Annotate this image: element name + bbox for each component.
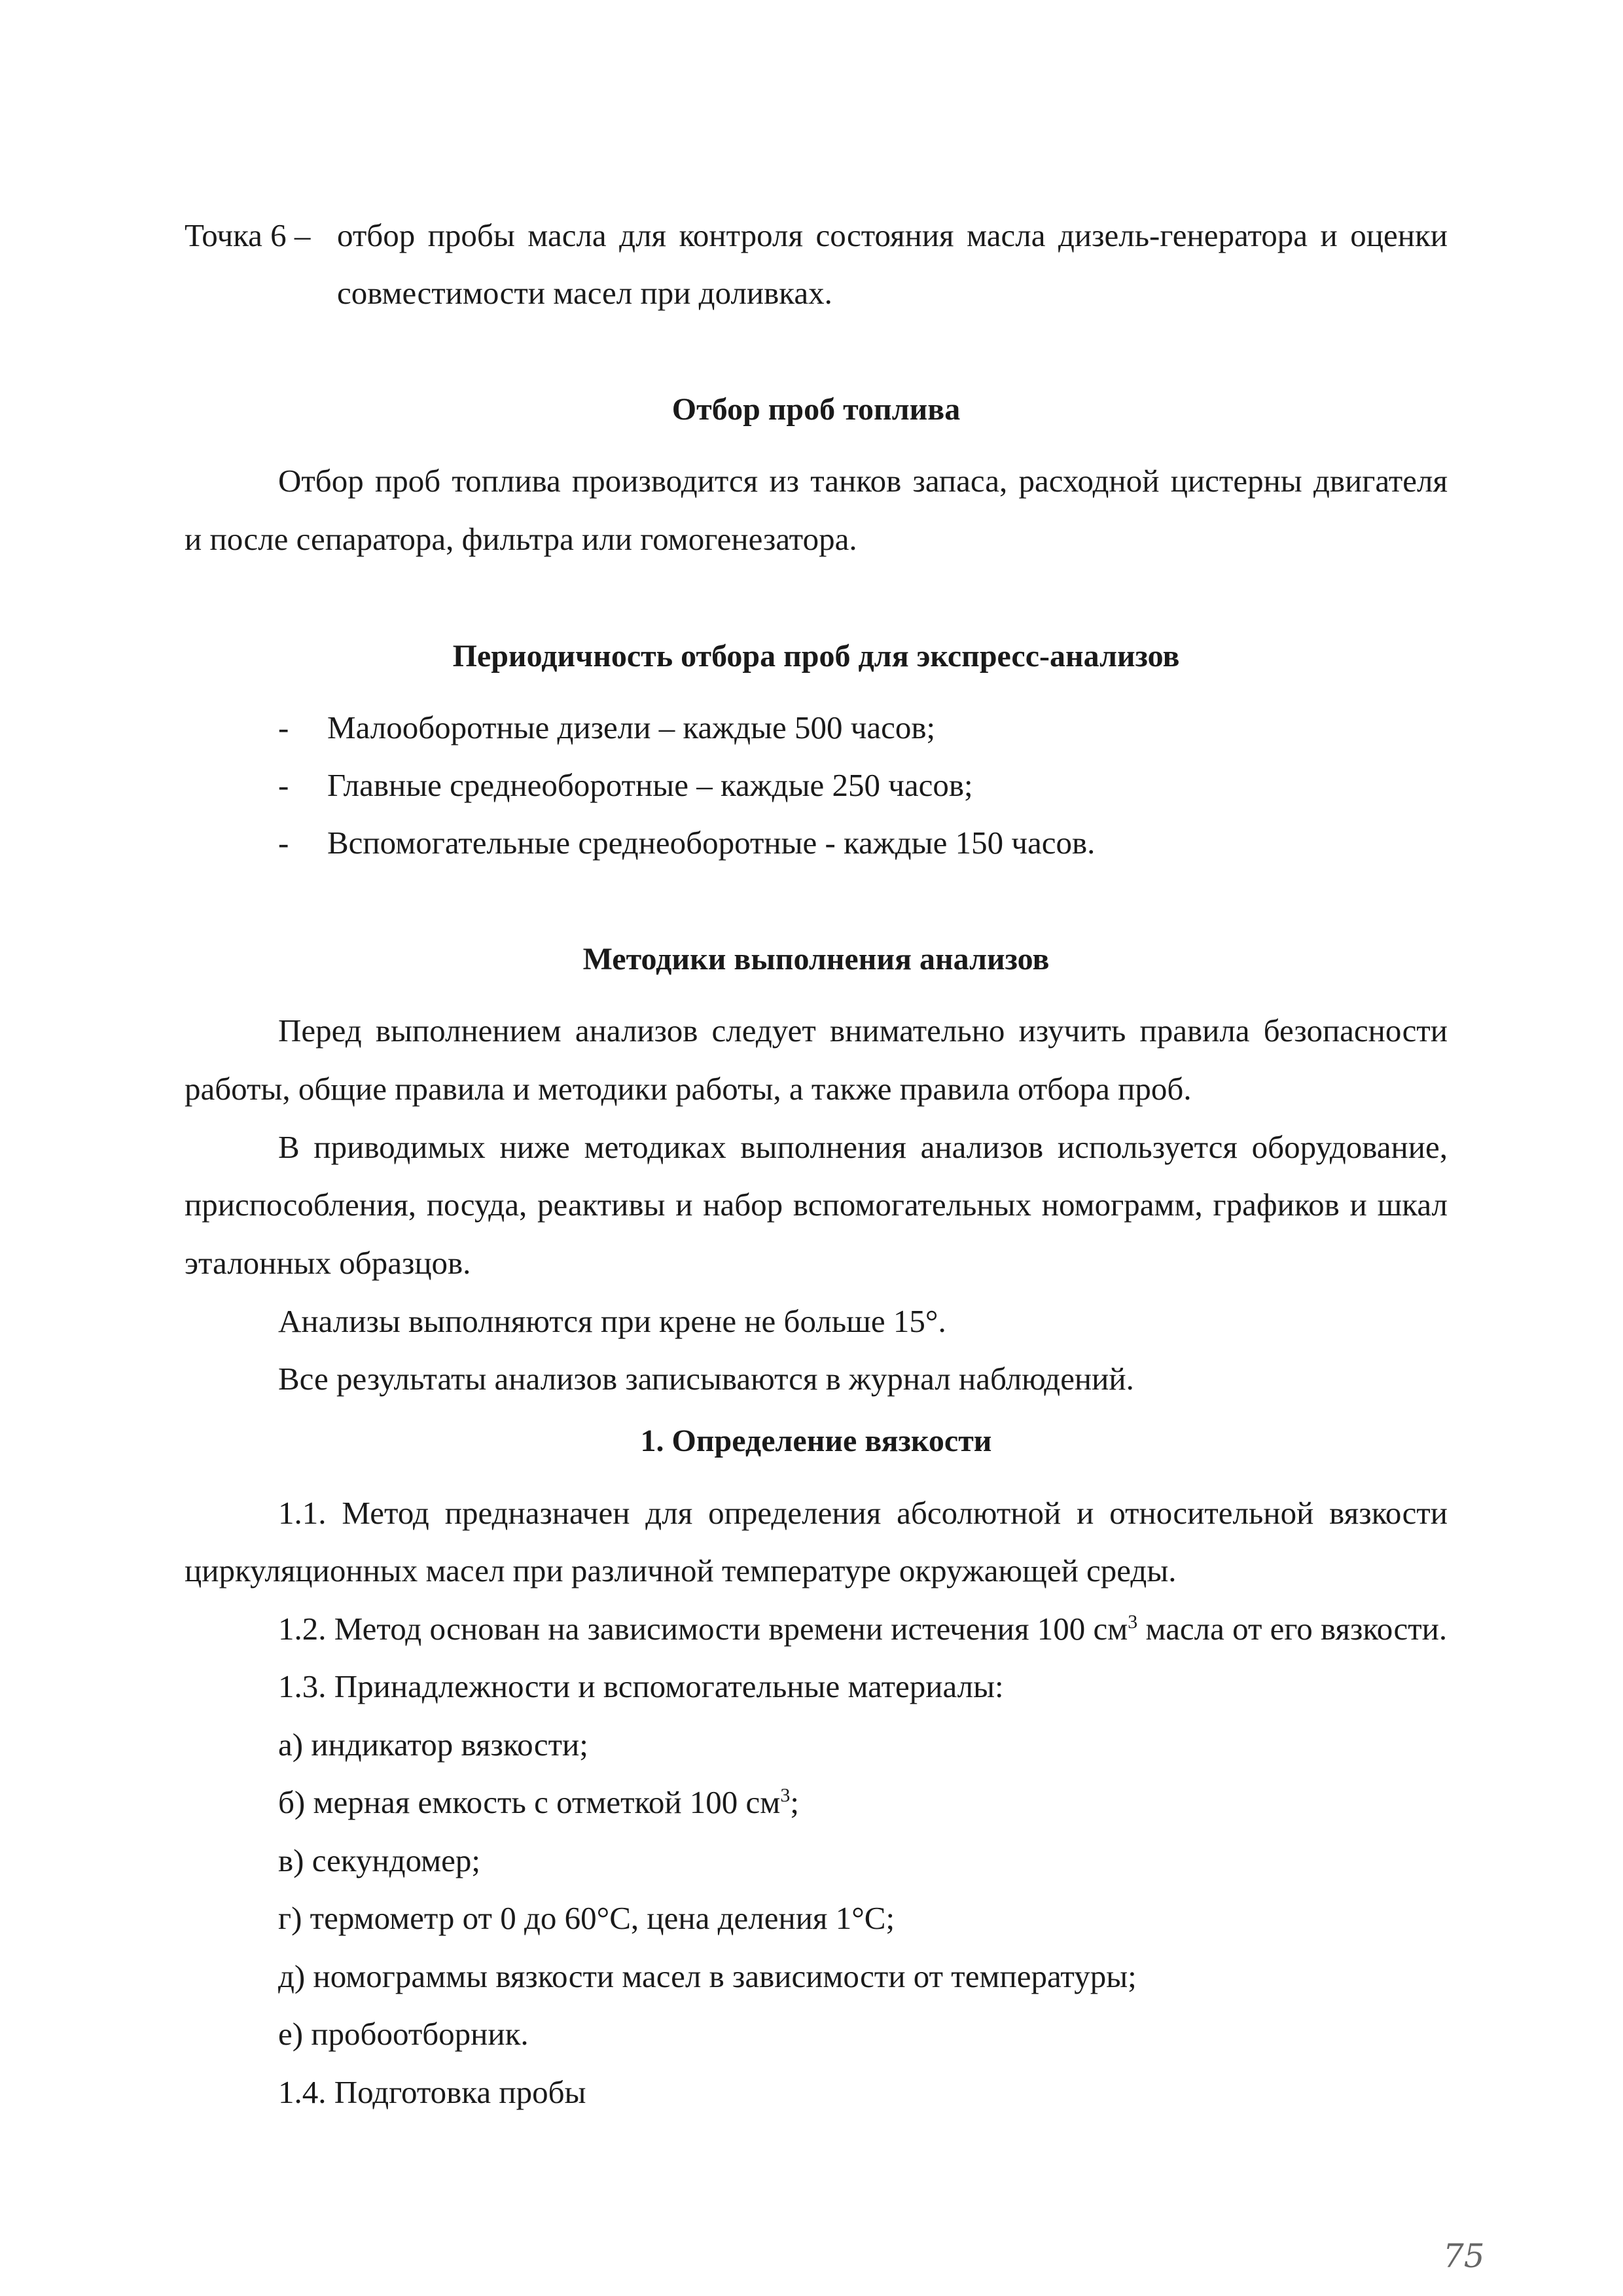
viscosity-item-e: е) пробоотборник.	[278, 2016, 529, 2052]
point6-line1: отбор пробы масла для контроля состояния масла дизель-генератора и оценки	[337, 217, 1448, 253]
list-item: Малооборотные дизели – каждые 500 часов;	[327, 709, 936, 745]
viscosity-s12	[278, 1609, 1447, 1649]
methods-p4: Все результаты анализов записываются в журнал наблюдений.	[278, 1361, 1134, 1397]
heading-fuel-sampling: Отбор проб топлива	[671, 392, 961, 427]
viscosity-item-b-end: ;	[790, 1784, 799, 1820]
viscosity-s14: 1.4. Подготовка пробы	[278, 2074, 586, 2110]
viscosity-s12-text-end: масла от его вязкости.	[1137, 1611, 1448, 1647]
point6-line2: совместимости масел при доливках.	[337, 275, 832, 311]
list-item-dash: -	[278, 767, 289, 803]
list-item: Вспомогательные среднеоборотные - каждые 150 часов.	[327, 825, 1096, 861]
methods-p1-line1: Перед выполнением анализов следует внимательно изучить правила безопасности	[278, 1013, 1448, 1049]
superscript: 3	[780, 1784, 791, 1806]
viscosity-item-g: г) термометр от 0 до 60°С, цена деления 1°С;	[278, 1900, 895, 1936]
fuel-sampling-line1: Отбор проб топлива производится из танков запаса, расходной цистерны двигателя	[278, 463, 1448, 499]
point6-label: Точка 6 –	[185, 217, 311, 253]
methods-p2-line2: приспособления, посуда, реактивы и набор вспомогательных номограмм, графиков и шкал	[185, 1187, 1448, 1223]
viscosity-s13: 1.3. Принадлежности и вспомогательные материалы:	[278, 1668, 1004, 1704]
superscript: 3	[1128, 1611, 1138, 1633]
viscosity-item-v: в) секундомер;	[278, 1842, 481, 1878]
viscosity-item-a: а) индикатор вязкости;	[278, 1727, 588, 1763]
heading-methods: Методики выполнения анализов	[582, 942, 1050, 977]
methods-p3: Анализы выполняются при крене не больше 15°.	[278, 1303, 946, 1339]
fuel-sampling-line2: и после сепаратора, фильтра или гомогенезатора.	[185, 521, 857, 557]
methods-p2-line1: В приводимых ниже методиках выполнения анализов используется оборудование,	[278, 1129, 1448, 1165]
viscosity-s11-line1: 1.1. Метод предназначен для определения абсолютной и относительной вязкости	[278, 1495, 1448, 1531]
page-number: 75	[1443, 2237, 1485, 2275]
list-item-dash: -	[278, 709, 289, 745]
methods-p1-line2: работы, общие правила и методики работы, а также правила отбора проб.	[185, 1071, 1192, 1107]
viscosity-s12-text: 1.2. Метод основан на зависимости времени истечения 100 см	[278, 1611, 1128, 1647]
list-item: Главные среднеоборотные – каждые 250 часов;	[327, 767, 973, 803]
heading-periodicity: Периодичность отбора проб для экспресс-анализов	[452, 639, 1180, 673]
methods-p2-line3: эталонных образцов.	[185, 1245, 471, 1281]
viscosity-item-b	[278, 1783, 799, 1822]
heading-viscosity: 1. Определение вязкости	[640, 1424, 992, 1458]
viscosity-item-d: д) номограммы вязкости масел в зависимости от температуры;	[278, 1958, 1137, 1994]
list-item-dash: -	[278, 825, 289, 861]
viscosity-s11-line2: циркуляционных масел при различной температуре окружающей среды.	[185, 1552, 1177, 1588]
viscosity-item-b-text: б) мерная емкость с отметкой 100 см	[278, 1784, 781, 1820]
